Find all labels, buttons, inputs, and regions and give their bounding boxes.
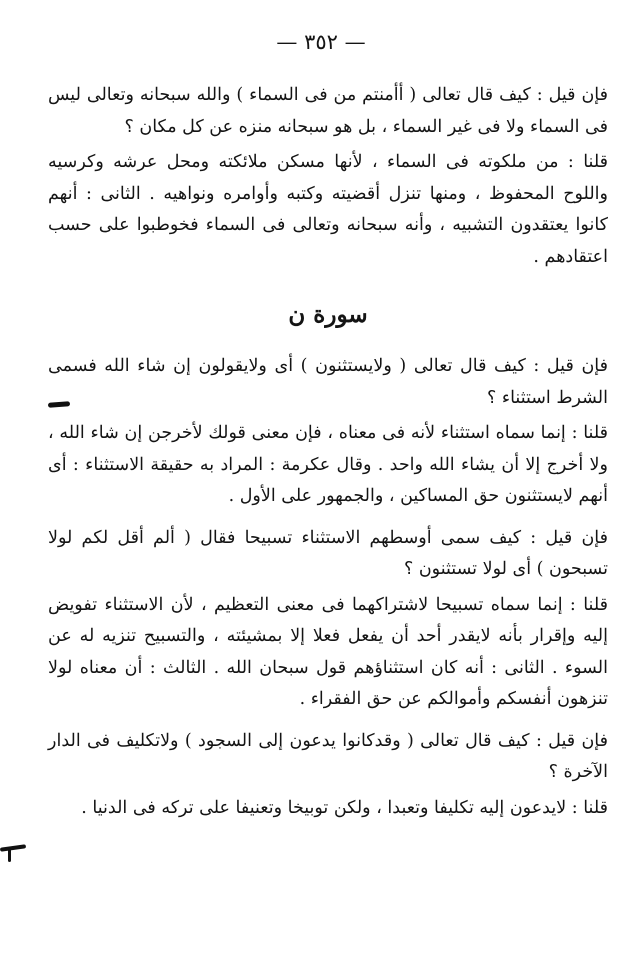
answer-paragraph: قلنا : إنما سماه استثناء لأنه فى معناه ، فإن معنى قولك لأخرجن إن شاء الله ، ولا أخرج إلا أن يشاء الله واحد . وقال عكرمة : المراد به حقيقة الاستثناء : أى أنهم لايستثنون حق المساكين ، والجمهور على الأول .: [48, 423, 608, 506]
surah-title: سورة ن: [288, 301, 368, 328]
question-paragraph: فإن قيل : كيف قال تعالى ( أأمنتم من فى السماء ) والله سبحانه وتعالى ليس فى السماء ولا فى غير السماء ، بل هو سبحانه منزه عن كل مكان ؟: [48, 85, 608, 137]
answer-paragraph: قلنا : من ملكوته فى السماء ، لأنها مسكن ملائكته ومحل عرشه وكرسيه واللوح المحفوظ ، ومنها تنزل أقضيته وكتبه وأوامره ونواهيه . الثانى : أنهم كانوا يعتقدون التشبيه ، وأنه سبحانه وتعالى فى السماء فخوطبوا على حسب اعتقادهم .: [48, 152, 608, 267]
answer-paragraph: قلنا : لايدعون إليه تكليفا وتعبدا ، ولكن توبيخا وتعنيفا على تركه فى الدنيا .: [81, 797, 608, 818]
answer-paragraph: قلنا : إنما سماه تسبيحا لاشتراكهما فى معنى التعظيم ، لأن الاستثناء تفويض إليه وإقرار بأنه لايقدر أحد أن يفعل فعلا إلا بمشيئته ، والتسبيح تنزيه له عن السوء . الثانى : أنه كان استثناؤهم قول سبحان الله . الثالث : أن معناه لولا تنزهون أنفسكم وأموالكم عن حق الفقراء .: [48, 594, 608, 709]
question-paragraph: فإن قيل : كيف قال تعالى ( وقدكانوا يدعون إلى السجود ) ولاتكليف فى الدار الآخرة ؟: [48, 730, 608, 782]
scan-artifact: [8, 848, 11, 862]
question-paragraph: فإن قيل : كيف سمى أوسطهم الاستثناء تسبيحا فقال ( ألم أقل لكم لولا تسبحون ) أى لولا تستثنون ؟: [48, 527, 608, 579]
page-number: — ٣٥٢ —: [276, 30, 366, 54]
page-body: [48, 80, 608, 824]
scan-artifact: [0, 844, 26, 852]
question-paragraph: فإن قيل : كيف قال تعالى ( ولايستثنون ) أى ولايقولون إن شاء الله فسمى الشرط استثناء ؟: [48, 356, 608, 408]
